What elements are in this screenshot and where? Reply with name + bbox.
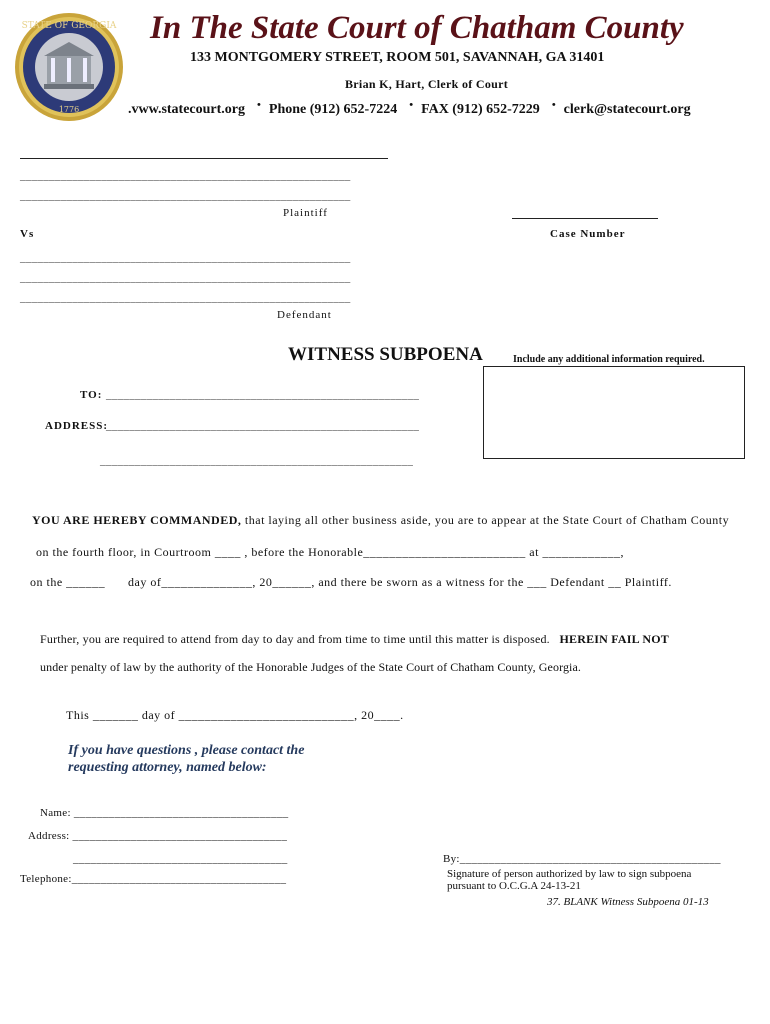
attendance-text: Further, you are required to attend from day to day and from time to time until this matter is disposed. <box>40 632 550 646</box>
name-field[interactable]: Name: _____________________________________ <box>40 807 289 819</box>
defendant-label: Defendant <box>277 309 332 321</box>
command-line-2: on the fourth floor, in Courtroom ____ , before the Honorable_________________________ at ____________, <box>36 545 624 559</box>
signature-text-1: Signature of person authorized by law to sign subpoena <box>447 868 692 880</box>
contact-bar <box>128 99 691 118</box>
vs-label: Vs <box>20 228 35 240</box>
plaintiff-line-1 <box>20 158 388 159</box>
separator-dot: • <box>551 99 556 111</box>
plaintiff-line-3: _________________________________________________________ <box>20 190 351 202</box>
command-rest: that laying all other business aside, you are to appear at the State Court of Chatham County <box>241 513 730 527</box>
contact-question: If you have questions , please contact the requesting attorney, named below: <box>68 743 305 775</box>
svg-text:STATE OF GEORGIA: STATE OF GEORGIA <box>21 21 117 31</box>
to-label: TO: <box>80 389 103 401</box>
case-number-label: Case Number <box>550 228 626 240</box>
command-lead: YOU ARE HEREBY COMMANDED, <box>32 513 242 527</box>
email-link[interactable]: clerk@statecourt.org <box>563 102 691 117</box>
command-line-3a: on the ______ <box>30 575 106 589</box>
attorney-address-field-2[interactable]: _____________________________________ <box>73 853 288 865</box>
this-day-line: This _______ day of ___________________________, 20____. <box>66 708 404 722</box>
defendant-line-2: _________________________________________________________ <box>20 272 351 284</box>
to-field[interactable]: ______________________________________________________ <box>106 389 420 401</box>
plaintiff-line-2: _________________________________________________________ <box>20 170 351 182</box>
address-label: ADDRESS: <box>45 420 109 432</box>
court-address: 133 MONTGOMERY STREET, ROOM 501, SAVANNAH, GA 31401 <box>190 50 605 65</box>
command-line-5: under penalty of law by the authority of the Honorable Judges of the State Court of Chatham County, Georgia. <box>40 660 582 674</box>
address-field[interactable]: ______________________________________________________ <box>106 420 420 432</box>
website-link[interactable]: .vww.statecourt.org <box>128 102 246 117</box>
georgia-state-seal-icon <box>14 12 124 122</box>
command-line-3b: day of______________, 20______, and there be sworn as a witness for the ___ Defendant __ Plaintiff. <box>128 575 672 589</box>
case-number-line <box>512 218 658 219</box>
court-title: In The State Court of Chatham County <box>150 10 684 46</box>
fax-number: FAX (912) 652-7229 <box>421 102 540 117</box>
telephone-field[interactable]: Telephone:_____________________________________ <box>20 873 287 885</box>
defendant-line-3: _________________________________________________________ <box>20 292 351 304</box>
phone-number: Phone (912) 652-7224 <box>268 102 398 117</box>
svg-text:1776: 1776 <box>58 105 80 114</box>
command-line-4 <box>40 632 669 647</box>
additional-info-box[interactable] <box>483 366 745 459</box>
form-id: 37. BLANK Witness Subpoena 01-13 <box>547 896 709 908</box>
command-line-1 <box>32 513 729 528</box>
clerk-name: Brian K, Hart, Clerk of Court <box>345 77 509 91</box>
defendant-line-1: _________________________________________________________ <box>20 252 351 264</box>
plaintiff-label: Plaintiff <box>283 207 328 219</box>
separator-dot: • <box>257 99 261 111</box>
address-field-2[interactable]: ______________________________________________________ <box>100 455 414 467</box>
additional-info-note: Include any additional information required. <box>513 354 705 365</box>
separator-dot: • <box>409 99 414 111</box>
signature-by-line[interactable]: By:_____________________________________________ <box>443 853 721 865</box>
signature-text-2: pursuant to O.C.G.A 24-13-21 <box>447 880 581 892</box>
herein-fail-not: HEREIN FAIL NOT <box>559 632 669 646</box>
subpoena-heading: WITNESS SUBPOENA <box>288 344 483 365</box>
attorney-address-field[interactable]: Address: _____________________________________ <box>28 830 288 842</box>
